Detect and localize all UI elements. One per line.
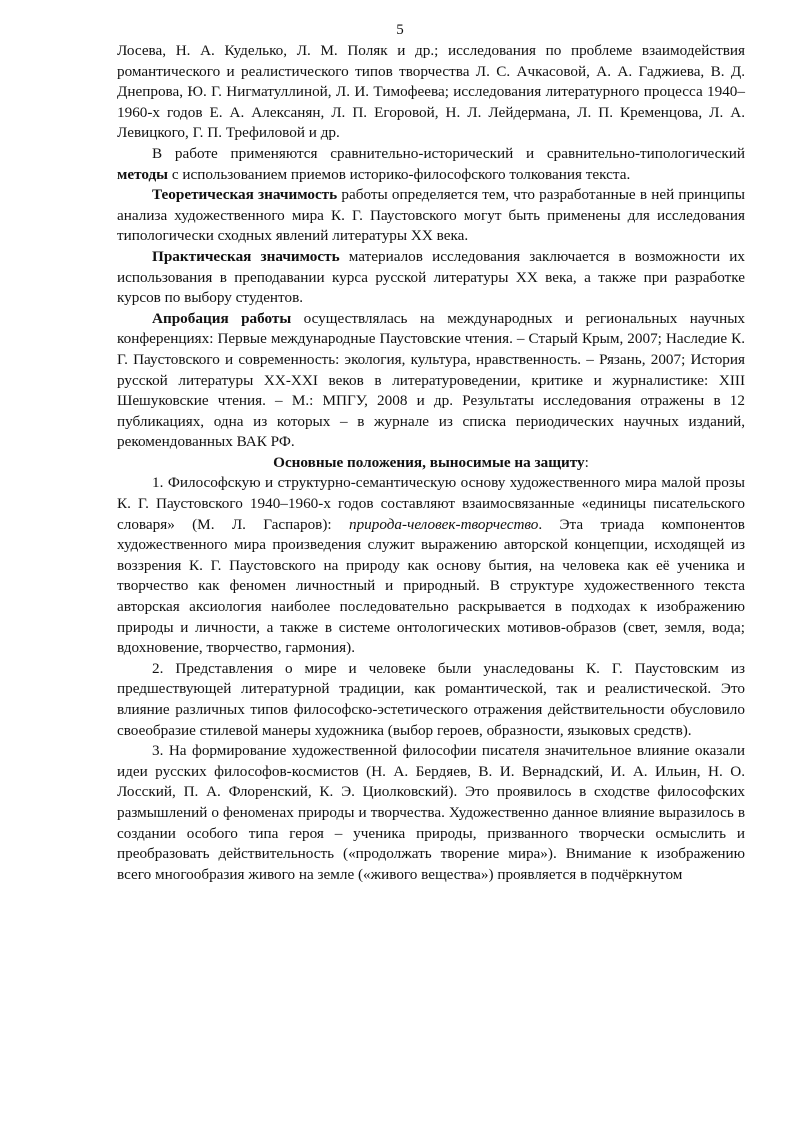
thesis-1 (117, 473, 745, 658)
paragraph-researchers-continued: Лосева, Н. А. Куделько, Л. М. Поляк и др.; исследования по проблеме взаимодействия романтического и реалистического типов творчества Л. С. Ачкасовой, А. А. Гаджиева, В. Д. Днепрова, Ю. Г. Нигматуллиной, Л. И. Тимофеева; исследования литературного процесса 1940–1960-х годов Е. А. Алексанян, Л. П. Егоровой, Н. Л. Лейдермана, Л. П. Кременцова, Л. А. Левицкого, Г. П. Трефиловой и др. (117, 42, 745, 142)
practical-significance-text: материалов исследования заключается в возможности их использования в преподавании курса русской литературы XX века, а также при разработке курсов по выбору студентов. (117, 247, 745, 307)
theses-heading-text: Основные положения, выносимые на защиту (273, 453, 585, 471)
theoretical-significance-term: Теоретическая значимость (152, 186, 338, 204)
paragraph-practical-significance (117, 247, 745, 309)
page-number: 5 (396, 22, 404, 38)
theses-heading-colon: : (584, 453, 589, 471)
paragraph-methods (117, 144, 745, 185)
thesis-1-text-start: 1. Философскую и структурно-семантическую основу художественного мира малой прозы К. Г. Паустовского 1940–1960-х годов составляют взаимосвязанные «единицы писательского словаря» (М. Л. Гаспаров): (117, 474, 745, 533)
thesis-3: 3. На формирование художественной философии писателя значительное влияние оказали идеи русских философов-космистов (Н. А. Бердяев, В. И. Вернадский, И. А. Ильин, Н. О. Лосский, П. А. Флоренский, К. Э. Циолковский). Это проявилось в сходстве философских размышлений о феноменах природы и творчества. Художественно данное влияние выразилось в создании особого типа героя – ученика природы, призванного творчески осмыслить и преобразовать действительность («продолжать творение мира»). Внимание к изображению всего многообразия живого на земле («живого вещества») проявляется в подчёркнутом (117, 742, 745, 883)
thesis-1-triad: природа-человек-творчество (348, 515, 539, 533)
methods-text-start: В работе применяются сравнительно-исторический и сравнительно-типологический (152, 144, 745, 162)
paragraph-theoretical-significance (117, 185, 745, 247)
thesis-2: 2. Представления о мире и человеке были унаследованы К. Г. Паустовским из предшествующей литературной традиции, как романтической, так и реалистической. Это влияние различных типов философско-эстетического отражения действительности обусловило своеобразие стилевой манеры художника (выбор героев, образности, языковых средств). (117, 659, 745, 739)
theoretical-significance-text: работы определяется тем, что разработанные в ней принципы анализа художественного мира К. Г. Паустовского могут быть применены для исследования типологически сходных явлений литературы XX века. (117, 186, 745, 245)
paragraph-approbation (117, 309, 745, 453)
practical-significance-term: Практическая значимость (152, 247, 340, 265)
methods-term: методы (117, 165, 169, 183)
page-body (117, 41, 745, 885)
methods-text-end: с использованием приемов историко-философского толкования текста. (168, 165, 631, 183)
section-heading-theses (117, 453, 745, 474)
approbation-text: осуществлялась на международных и региональных научных конференциях: Первые международные Паустовские чтения. – Старый Крым, 2007; Наследие К. Г. Паустовского и современность: экология, культура, нравственность. – Рязань, 2007; История русской литературы XX-XXI веков в литературоведении, критике и журналистике: XIII Шешуковские чтения. – М.: МПГУ, 2008 и др. Результаты исследования отражены в 12 публикациях, одна из которых – в журнале из списка периодических научных изданий, рекомендованных ВАК РФ. (117, 309, 745, 451)
approbation-term: Апробация работы (152, 309, 292, 327)
thesis-1-text-end: . Эта триада компонентов художественного мира произведения служит выражению авторской концепции, исходящей из воззрения К. Г. Паустовского на природу как основу бытия, на человека как её ученика и творчество как феномен личностный и природный. В структуре художественного текста авторская аксиология наиболее последовательно раскрывается в подходах к изображению природы и личности, а также в системе онтологических мотивов-образов (свет, земля, вода; вдохновение, творчество, гармония). (117, 515, 745, 657)
